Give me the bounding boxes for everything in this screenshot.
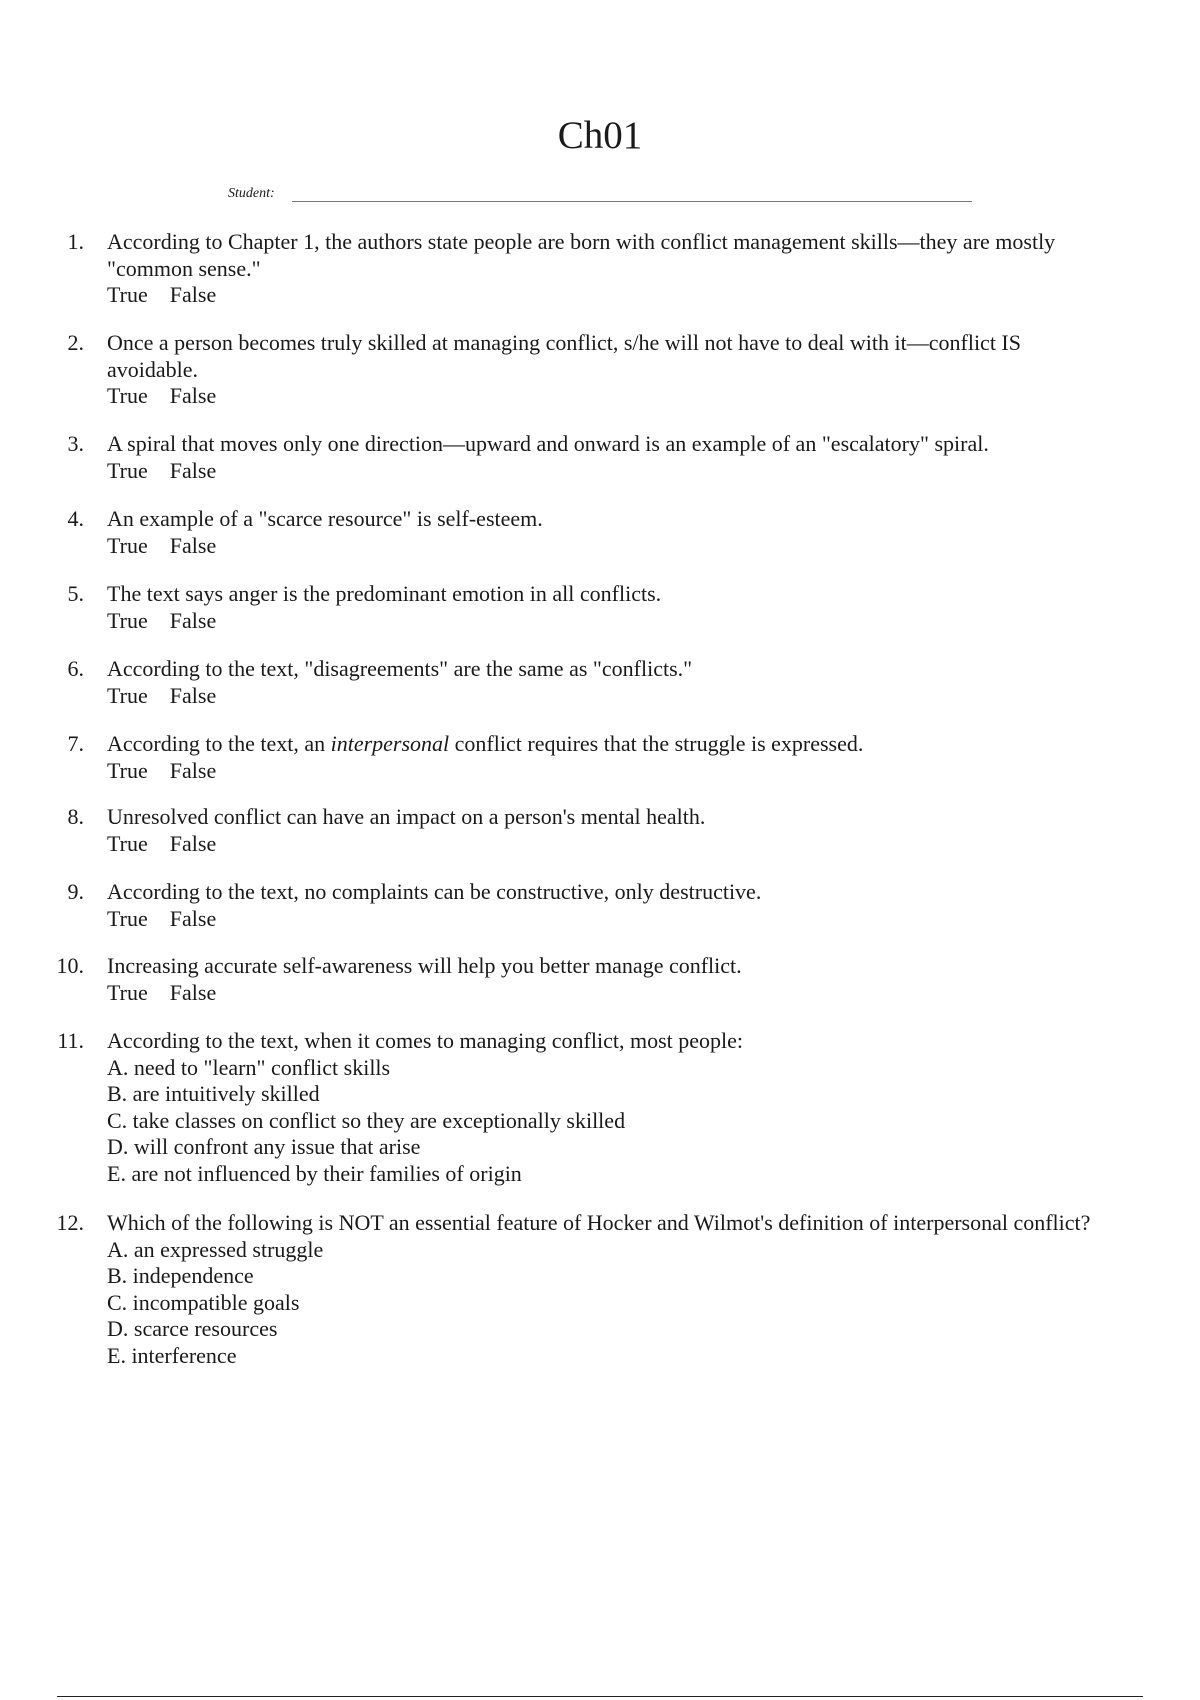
true-false-options: [107, 906, 1117, 933]
true-option: True: [107, 532, 148, 558]
page-bottom-rule: [57, 1696, 1143, 1697]
option-b: B. are intuitively skilled: [107, 1081, 320, 1106]
option-a: A. need to "learn" conflict skills: [107, 1054, 391, 1080]
question-text-emphasis: interpersonal: [330, 731, 450, 756]
question-text: Which of the following is NOT an essential feature of Hocker and Wilmot's definition of interpersonal conflict?: [107, 1210, 1091, 1235]
question-text: According to the text, "disagreements" are the same as "conflicts.": [107, 656, 693, 681]
true-option: True: [107, 979, 148, 1005]
true-false-options: [107, 758, 1117, 785]
false-option: False: [169, 682, 217, 708]
multiple-choice-options: [107, 1237, 1117, 1370]
question-number: 10.: [56, 953, 84, 978]
true-false-options: [107, 980, 1117, 1007]
question-text: Increasing accurate self-awareness will help you better manage conflict.: [107, 953, 742, 978]
option-a: A. an expressed struggle: [107, 1236, 324, 1262]
student-name-line: [292, 201, 972, 202]
true-option: True: [107, 282, 148, 307]
option-e: E. are not influenced by their families of origin: [107, 1160, 522, 1186]
option-b: B. independence: [107, 1263, 254, 1288]
question-text: According to the text, no complaints can be constructive, only destructive.: [107, 879, 762, 904]
option-c: C. incompatible goals: [107, 1289, 300, 1315]
question-number: 1.: [67, 229, 84, 254]
true-option: True: [107, 830, 148, 856]
question-text-end: conflict requires that the struggle is expressed.: [449, 731, 864, 756]
multiple-choice-options: [107, 1055, 1117, 1188]
true-option: True: [107, 607, 148, 633]
false-option: False: [169, 607, 217, 633]
question-text: Unresolved conflict can have an impact on a person's mental health.: [107, 804, 706, 829]
question-text: [107, 731, 1117, 758]
question-text: The text says anger is the predominant emotion in all conflicts.: [107, 581, 662, 606]
question-number: 9.: [67, 879, 84, 904]
false-option: False: [169, 757, 217, 783]
question-number: 6.: [67, 656, 84, 681]
true-option: True: [107, 457, 148, 483]
true-option: True: [107, 757, 148, 783]
false-option: False: [169, 979, 217, 1005]
true-false-options: [107, 458, 1117, 485]
question-text: A spiral that moves only one direction—upward and onward is an example of an "escalatory" spiral.: [107, 431, 989, 456]
true-false-options: [107, 683, 1117, 710]
question-number: 8.: [67, 804, 84, 829]
true-false-options: [107, 533, 1117, 560]
option-d: D. will confront any issue that arise: [107, 1134, 421, 1159]
true-false-options: [107, 831, 1117, 858]
question-number: 2.: [67, 330, 84, 355]
true-option: True: [107, 682, 148, 708]
student-name-row: [228, 184, 980, 204]
option-e: E. interference: [107, 1342, 237, 1368]
question-text: Once a person becomes truly skilled at managing conflict, s/he will not have to deal with it—conflict IS avoidable.: [107, 330, 1021, 382]
student-label: Student:: [228, 186, 275, 201]
false-option: False: [169, 383, 217, 408]
question-number: 12.: [56, 1210, 84, 1235]
false-option: False: [169, 905, 217, 931]
true-false-options: [107, 282, 1117, 309]
false-option: False: [169, 830, 217, 856]
true-option: True: [107, 905, 148, 931]
question-number: 4.: [67, 506, 84, 531]
question-text: According to the text, when it comes to managing conflict, most people:: [107, 1028, 744, 1053]
question-text-start: According to the text, an: [107, 731, 331, 756]
true-false-options: [107, 608, 1117, 635]
question-number: 5.: [67, 581, 84, 606]
option-d: D. scarce resources: [107, 1316, 278, 1341]
option-c: C. take classes on conflict so they are exceptionally skilled: [107, 1107, 626, 1133]
false-option: False: [169, 532, 217, 558]
true-option: True: [107, 383, 148, 408]
question-text: An example of a "scarce resource" is self-esteem.: [107, 506, 543, 531]
false-option: False: [169, 282, 217, 307]
page-title: Ch01: [557, 114, 643, 157]
question-number: 11.: [57, 1028, 84, 1053]
true-false-options: [107, 383, 1117, 410]
false-option: False: [169, 457, 217, 483]
question-number: 7.: [67, 731, 84, 756]
question-text: According to Chapter 1, the authors state people are born with conflict management skills—they are mostly "common sense.": [107, 229, 1056, 281]
question-number: 3.: [67, 431, 84, 456]
